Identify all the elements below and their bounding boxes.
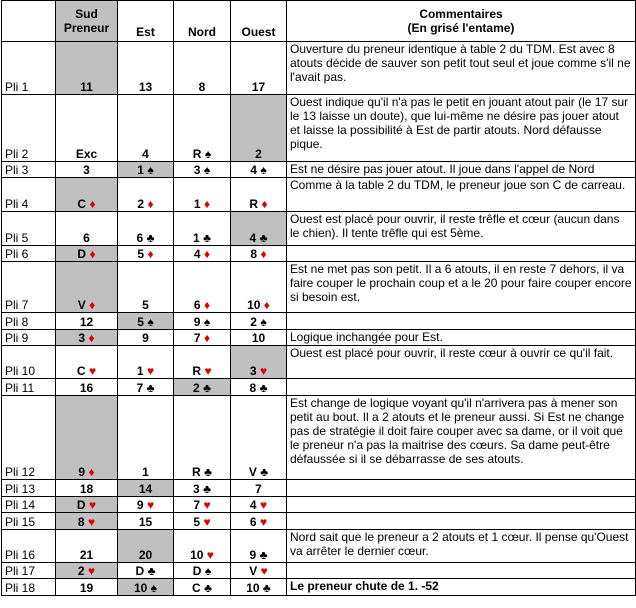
card-value: 6 xyxy=(83,231,90,245)
card-est xyxy=(118,530,174,563)
trick-label: Pli 4 xyxy=(2,178,56,212)
trick-comment: Est ne met pas son petit. Il a 6 atouts, il en reste 7 dehors, il va faire couper le prochain coup et a le 20 pour faire couper encore si besoin est. xyxy=(287,262,636,313)
trick-row xyxy=(2,313,636,330)
trick-label: Pli 15 xyxy=(2,513,56,530)
card-nord xyxy=(174,579,231,596)
card-value: 4 xyxy=(249,498,257,512)
diamond-icon: ♦ xyxy=(261,197,268,211)
card-value: 6 xyxy=(136,231,144,245)
card-value: R xyxy=(192,147,202,161)
card-est xyxy=(118,513,174,530)
card-sud xyxy=(56,246,118,262)
trick-label: Pli 6 xyxy=(2,246,56,262)
card-ouest xyxy=(231,530,287,563)
card-value: 13 xyxy=(138,80,153,94)
trick-comment: Ouest est placé pour ouvrir, il reste trêfle et cœur (aucun dans le chien). Il tente trêfle qui est 5ème. xyxy=(287,212,636,246)
card-value: 9 xyxy=(142,331,149,345)
card-sud xyxy=(56,42,118,95)
header-sud-preneur xyxy=(56,1,118,42)
card-value: 1 xyxy=(142,465,149,479)
heart-icon: ♥ xyxy=(88,498,97,512)
card-est xyxy=(118,42,174,95)
card-nord xyxy=(174,178,231,212)
card-nord xyxy=(174,563,231,579)
heart-icon: ♥ xyxy=(203,515,211,529)
trick-row xyxy=(2,42,636,95)
spade-icon: ♠ xyxy=(204,564,212,578)
card-value: R xyxy=(192,465,201,479)
trick-comment: Ouest indique qu'il n'a pas le petit en jouant atout pair (le 17 sur le 13 laisse un doute), que lui-même ne désire pas jouer atout et laisse la possibilité à Est de partir atouts. Nord défausse pique. xyxy=(287,95,636,162)
card-value: V xyxy=(77,298,86,312)
card-sud xyxy=(56,579,118,596)
card-value: 20 xyxy=(138,548,153,562)
heart-icon: ♥ xyxy=(259,364,268,378)
club-icon: ♣ xyxy=(259,381,268,395)
trick-comment: Nord sait que le preneur a 2 atouts et 1 cœur. Il pense qu'Ouest va arrêter le dernier cœur. xyxy=(287,530,636,563)
trick-row xyxy=(2,530,636,563)
trick-comment xyxy=(287,497,636,513)
card-nord xyxy=(174,95,231,162)
header-commentaires-title: Commentaires xyxy=(419,7,503,21)
trick-label: Pli 9 xyxy=(2,330,56,346)
trick-label: Pli 18 xyxy=(2,579,56,596)
card-value: 2 xyxy=(250,315,257,329)
card-est xyxy=(118,396,174,480)
card-value: 17 xyxy=(251,80,266,94)
card-nord xyxy=(174,480,231,497)
trick-row xyxy=(2,162,636,178)
card-est xyxy=(118,497,174,513)
card-value: 16 xyxy=(79,381,94,395)
heart-icon: ♥ xyxy=(146,498,155,512)
card-value: 5 xyxy=(137,247,145,261)
trick-label: Pli 8 xyxy=(2,313,56,330)
card-value: D xyxy=(77,247,87,261)
card-value: 9 xyxy=(136,498,144,512)
card-est xyxy=(118,95,174,162)
card-value: 2 xyxy=(77,564,85,578)
card-sud xyxy=(56,513,118,530)
card-est xyxy=(118,178,174,212)
heart-icon: ♥ xyxy=(146,364,155,378)
heart-icon: ♥ xyxy=(259,498,268,512)
club-icon: ♣ xyxy=(204,581,212,595)
card-value: 10 xyxy=(133,581,148,595)
card-value: 8 xyxy=(250,247,258,261)
card-sud xyxy=(56,330,118,346)
heart-icon: ♥ xyxy=(88,364,97,378)
trick-comment: Le preneur chute de 1. -52 xyxy=(287,579,636,596)
diamond-icon: ♦ xyxy=(147,247,154,261)
card-est xyxy=(118,579,174,596)
diamond-icon: ♦ xyxy=(203,331,211,345)
club-icon: ♣ xyxy=(260,465,269,479)
diamond-icon: ♦ xyxy=(263,298,270,312)
card-sud xyxy=(56,162,118,178)
card-value: 15 xyxy=(138,515,153,529)
card-est xyxy=(118,330,174,346)
trick-label: Pli 2 xyxy=(2,95,56,162)
card-value: C xyxy=(76,364,86,378)
trick-label: Pli 5 xyxy=(2,212,56,246)
spade-icon: ♠ xyxy=(203,163,211,177)
card-value: 5 xyxy=(142,298,149,312)
card-nord xyxy=(174,379,231,396)
card-sud xyxy=(56,480,118,497)
trick-label: Pli 17 xyxy=(2,563,56,579)
card-value: 3 xyxy=(193,163,201,177)
trick-row xyxy=(2,330,636,346)
trick-comment: Ouest est placé pour ouvrir, il reste cœur à ouvrir ce qu'il fait. xyxy=(287,346,636,379)
trick-row xyxy=(2,396,636,480)
trick-comment: Est change de logique voyant qu'il n'arrivera pas à mener son petit au bout. Il a 2 atouts et le preneur aussi. Si Est ne change pas de stratégie il doit faire couper avec sa dame, or il voit que le preneur n'a pas la maitrise des cœurs. Sa dame peut-être défaussée si il se débarrasse de ses atouts. xyxy=(287,396,636,480)
card-value: 2 xyxy=(193,381,200,395)
club-icon: ♣ xyxy=(259,548,268,562)
card-sud xyxy=(56,178,118,212)
card-sud xyxy=(56,262,118,313)
card-value: 10 xyxy=(247,298,261,312)
card-est xyxy=(118,313,174,330)
heart-icon: ♥ xyxy=(203,498,211,512)
trick-row xyxy=(2,497,636,513)
card-ouest xyxy=(231,42,287,95)
heart-icon: ♥ xyxy=(87,515,96,529)
card-value: 6 xyxy=(193,298,201,312)
heart-icon: ♥ xyxy=(206,548,214,562)
card-ouest xyxy=(231,162,287,178)
card-value: 4 xyxy=(250,163,257,177)
trick-label: Pli 16 xyxy=(2,530,56,563)
card-sud xyxy=(56,497,118,513)
card-value: D xyxy=(76,498,86,512)
diamond-icon: ♦ xyxy=(203,298,211,312)
spade-icon: ♠ xyxy=(260,315,267,329)
trick-label: Pli 12 xyxy=(2,396,56,480)
card-nord xyxy=(174,212,231,246)
trick-label: Pli 10 xyxy=(2,346,56,379)
card-ouest xyxy=(231,313,287,330)
card-ouest xyxy=(231,246,287,262)
card-sud xyxy=(56,313,118,330)
card-nord xyxy=(174,42,231,95)
diamond-icon: ♦ xyxy=(89,197,96,211)
card-value: 7 xyxy=(255,482,262,496)
card-value: 8 xyxy=(198,80,206,94)
card-ouest xyxy=(231,497,287,513)
card-est xyxy=(118,346,174,379)
card-value: 4 xyxy=(142,147,149,161)
tarot-deal-table xyxy=(1,0,636,596)
trick-row xyxy=(2,513,636,530)
card-value: C xyxy=(77,197,87,211)
club-icon: ♣ xyxy=(259,231,268,245)
card-ouest xyxy=(231,563,287,579)
trick-comment: Est ne désire pas jouer atout. Il joue dans l'appel de Nord xyxy=(287,162,636,178)
card-ouest xyxy=(231,480,287,497)
trick-row xyxy=(2,563,636,579)
trick-row xyxy=(2,480,636,497)
trick-comment xyxy=(287,480,636,497)
spade-icon: ♠ xyxy=(147,163,154,177)
club-icon: ♣ xyxy=(203,231,211,245)
card-nord xyxy=(174,530,231,563)
trick-comment xyxy=(287,379,636,396)
card-est xyxy=(118,379,174,396)
club-icon: ♣ xyxy=(204,465,212,479)
card-nord xyxy=(174,513,231,530)
card-value: 9 xyxy=(193,315,201,329)
card-value: 1 xyxy=(136,364,144,378)
card-value: 21 xyxy=(79,548,94,562)
header-commentaires xyxy=(287,1,636,42)
card-nord xyxy=(174,246,231,262)
club-icon: ♣ xyxy=(203,482,211,496)
card-value: 5 xyxy=(193,515,201,529)
header-row xyxy=(2,1,636,42)
card-value: 14 xyxy=(138,482,153,496)
header-sud: Sud xyxy=(75,7,98,21)
heart-icon: ♥ xyxy=(204,364,212,378)
spade-icon: ♠ xyxy=(260,163,267,177)
card-est xyxy=(118,162,174,178)
header-est: Est xyxy=(118,1,174,42)
card-sud xyxy=(56,95,118,162)
trick-comment xyxy=(287,563,636,579)
card-value: R xyxy=(192,364,202,378)
trick-label: Pli 7 xyxy=(2,262,56,313)
card-ouest xyxy=(231,178,287,212)
diamond-icon: ♦ xyxy=(88,465,95,479)
club-icon: ♣ xyxy=(146,231,155,245)
card-value: 2 xyxy=(255,147,262,161)
trick-comment xyxy=(287,313,636,330)
card-value: 3 xyxy=(249,364,257,378)
card-value: 7 xyxy=(193,498,201,512)
card-value: 5 xyxy=(137,315,144,329)
trick-row xyxy=(2,178,636,212)
card-value: V xyxy=(248,465,257,479)
trick-row xyxy=(2,262,636,313)
card-value: 1 xyxy=(137,163,144,177)
card-value: 4 xyxy=(193,247,201,261)
card-value: 8 xyxy=(249,381,257,395)
card-est xyxy=(118,480,174,497)
card-nord xyxy=(174,497,231,513)
card-value: R xyxy=(249,197,259,211)
trick-row xyxy=(2,95,636,162)
card-est xyxy=(118,262,174,313)
card-value: C xyxy=(192,581,201,595)
card-sud xyxy=(56,212,118,246)
card-ouest xyxy=(231,396,287,480)
trick-row xyxy=(2,346,636,379)
card-nord xyxy=(174,262,231,313)
diamond-icon: ♦ xyxy=(203,247,211,261)
card-value: 12 xyxy=(79,315,94,329)
card-ouest xyxy=(231,262,287,313)
trick-label: Pli 14 xyxy=(2,497,56,513)
trick-comment xyxy=(287,246,636,262)
header-commentaires-subtitle: (En grisé l'entame) xyxy=(407,21,515,35)
trick-row xyxy=(2,246,636,262)
card-value: 11 xyxy=(80,80,93,94)
card-sud xyxy=(56,396,118,480)
card-value: 9 xyxy=(249,548,257,562)
club-icon: ♣ xyxy=(203,381,211,395)
spade-icon: ♠ xyxy=(204,147,212,161)
card-sud xyxy=(56,563,118,579)
card-ouest xyxy=(231,330,287,346)
trick-label: Pli 3 xyxy=(2,162,56,178)
card-value: D xyxy=(135,564,145,578)
card-value: 9 xyxy=(78,465,86,479)
heart-icon: ♥ xyxy=(259,515,268,529)
trick-label: Pli 11 xyxy=(2,379,56,396)
card-ouest xyxy=(231,212,287,246)
trick-label: Pli 13 xyxy=(2,480,56,497)
trick-row xyxy=(2,212,636,246)
header-preneur: Preneur xyxy=(63,21,110,35)
card-sud xyxy=(56,530,118,563)
card-ouest xyxy=(231,379,287,396)
card-est xyxy=(118,212,174,246)
card-value: 19 xyxy=(79,581,94,595)
card-nord xyxy=(174,346,231,379)
card-ouest xyxy=(231,579,287,596)
card-value: 1 xyxy=(193,197,201,211)
card-value: 1 xyxy=(193,231,200,245)
card-value: V xyxy=(249,564,258,578)
card-est xyxy=(118,563,174,579)
trick-label: Pli 1 xyxy=(2,42,56,95)
card-value: 6 xyxy=(249,515,257,529)
header-ouest: Ouest xyxy=(231,1,287,42)
card-value: 3 xyxy=(83,163,90,177)
diamond-icon: ♦ xyxy=(89,298,96,312)
trick-comment xyxy=(287,513,636,530)
card-nord xyxy=(174,330,231,346)
card-nord xyxy=(174,162,231,178)
diamond-icon: ♦ xyxy=(260,247,267,261)
diamond-icon: ♦ xyxy=(147,197,154,211)
trick-comment: Ouverture du preneur identique à table 2 du TDM. Est avec 8 atouts décide de sauver son petit tout seul et joue comme s'il ne l'avait pas. xyxy=(287,42,636,95)
card-value: D xyxy=(192,564,202,578)
card-value: 2 xyxy=(137,197,145,211)
card-value: 7 xyxy=(136,381,144,395)
club-icon: ♣ xyxy=(146,381,155,395)
trick-comment: Comme à la table 2 du TDM, le preneur joue son C de carreau. xyxy=(287,178,636,212)
card-ouest xyxy=(231,346,287,379)
card-nord xyxy=(174,396,231,480)
club-icon: ♣ xyxy=(262,581,271,595)
card-value: 7 xyxy=(193,331,201,345)
card-value: 10 xyxy=(190,548,204,562)
card-value: 4 xyxy=(249,231,257,245)
card-value: 10 xyxy=(246,581,260,595)
club-icon: ♣ xyxy=(147,564,156,578)
card-value: 18 xyxy=(79,482,94,496)
card-value: 3 xyxy=(193,482,200,496)
header-nord: Nord xyxy=(174,1,231,42)
diamond-icon: ♦ xyxy=(203,197,211,211)
heart-icon: ♥ xyxy=(260,564,268,578)
card-value: 3 xyxy=(78,331,86,345)
tricks-body xyxy=(2,42,636,596)
trick-comment: Logique inchangée pour Est. xyxy=(287,330,636,346)
diamond-icon: ♦ xyxy=(89,247,96,261)
spade-icon: ♠ xyxy=(203,315,211,329)
card-ouest xyxy=(231,95,287,162)
diamond-icon: ♦ xyxy=(88,331,95,345)
header-label-cell xyxy=(2,1,56,42)
card-value: 8 xyxy=(77,515,85,529)
spade-icon: ♠ xyxy=(147,315,154,329)
card-nord xyxy=(174,313,231,330)
card-sud xyxy=(56,379,118,396)
trick-row xyxy=(2,579,636,596)
card-est xyxy=(118,246,174,262)
heart-icon: ♥ xyxy=(87,564,96,578)
card-value: Exc xyxy=(75,147,98,161)
spade-icon: ♠ xyxy=(150,581,158,595)
card-value: 10 xyxy=(251,331,266,345)
card-ouest xyxy=(231,513,287,530)
card-sud xyxy=(56,346,118,379)
trick-row xyxy=(2,379,636,396)
